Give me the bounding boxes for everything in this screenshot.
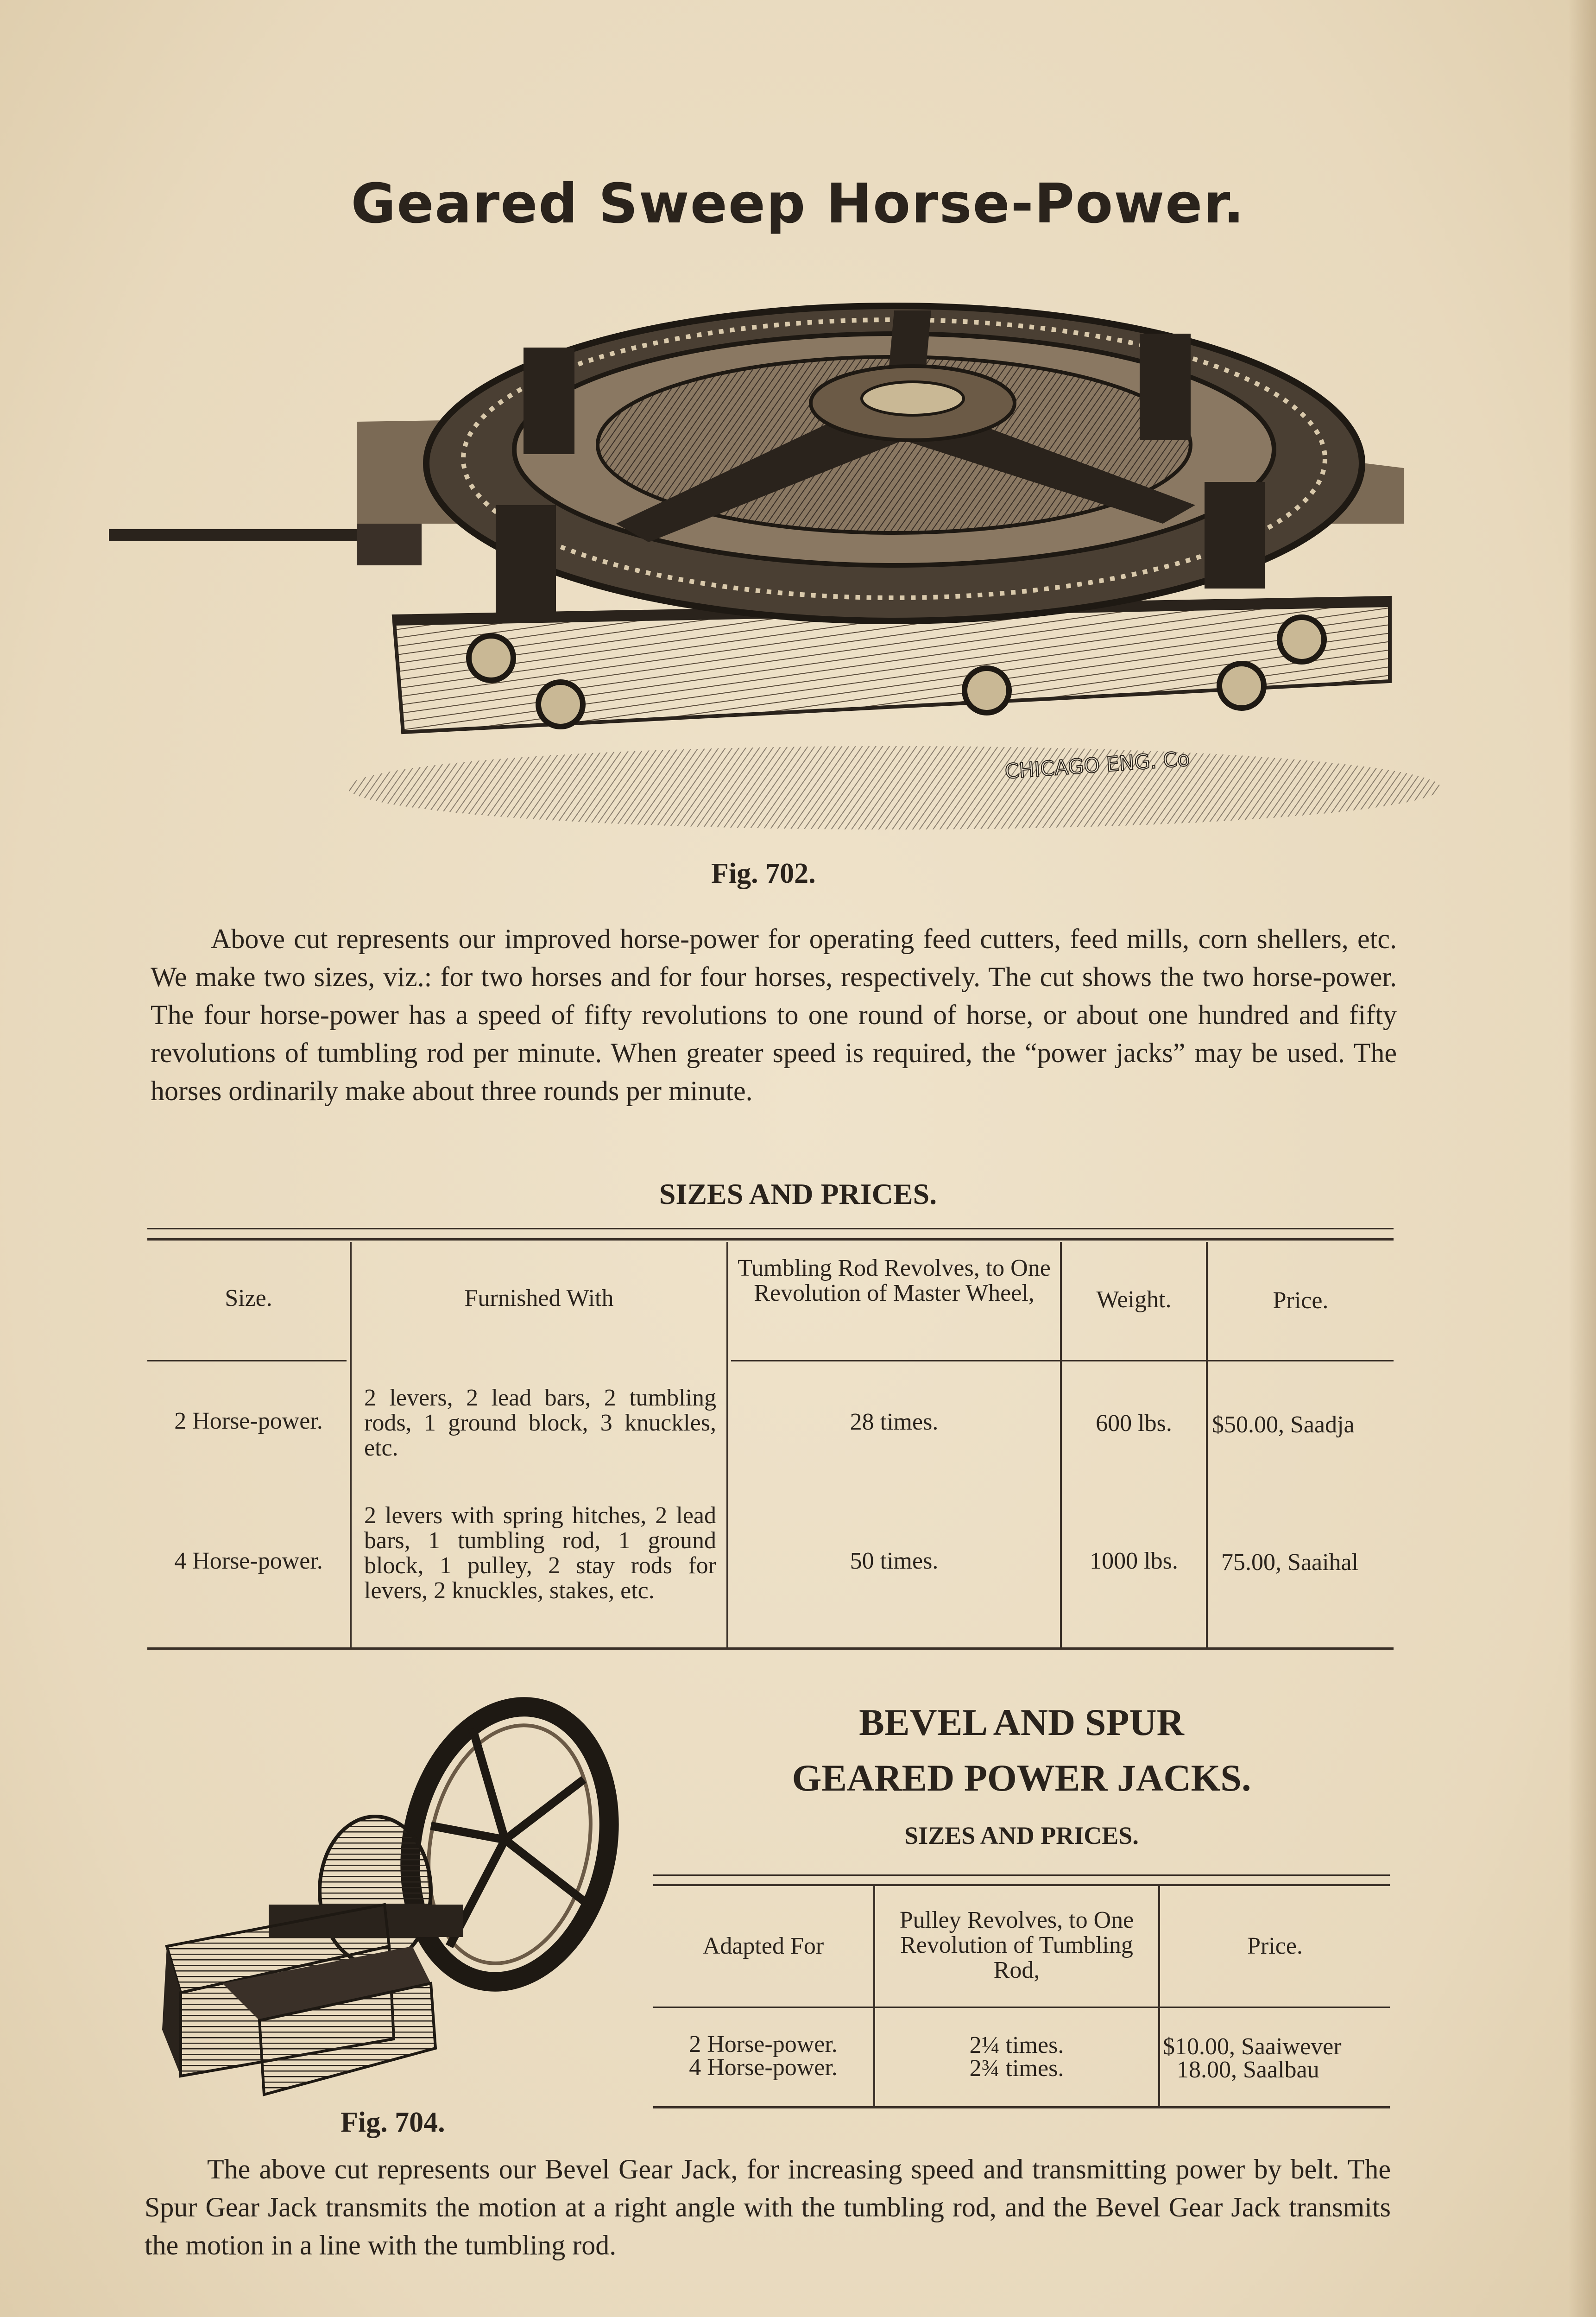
table1-heading: SIZES AND PRICES.: [659, 1177, 937, 1210]
row2-weight: 1000 lbs.: [1090, 1548, 1178, 1574]
table1-header-rule-right: [731, 1360, 1394, 1361]
jack-row1-price: $10.00, Saaiwever: [1163, 2033, 1342, 2060]
row1-weight: 600 lbs.: [1096, 1410, 1172, 1437]
row2-price: 75.00, Saaihal: [1221, 1549, 1359, 1576]
row1-furnished: 2 levers, 2 lead bars, 2 tumbling rods, 1 ground block, 3 knuckles, etc.: [364, 1385, 716, 1461]
header-weight: Weight.: [1096, 1286, 1172, 1313]
horse-power-illustration: [107, 264, 1450, 843]
engraver-mark: CHICAGO ENG. Co: [1004, 747, 1191, 784]
table1-header-rule: [147, 1360, 347, 1361]
figure-704-caption: Fig. 704.: [341, 2107, 445, 2138]
table2-col-sep-2: [1158, 1886, 1160, 2106]
table1-top-rule-2: [147, 1238, 1394, 1241]
table2-top-rule-2: [653, 1884, 1390, 1886]
row2-revolves: 50 times.: [850, 1548, 939, 1574]
header-pulley-revolves: Pulley Revolves, to One Revolution of Tumbling Rod,: [899, 1907, 1134, 1983]
closing-paragraph: The above cut represents our Bevel Gear Jack, for increasing speed and transmitting power by belt. The Spur Gear Jack transmits the motion at a right angle with the tumbling rod, and the Bevel Gear Jack transmits the motion in a line with the tumbling rod.: [145, 2154, 1391, 2260]
row2-furnished: 2 levers with spring hitches, 2 lead bars, 1 tumbling rod, 1 ground block, 1 pulley, 2 stay rods for levers, 2 knuckles, stakes, etc.: [364, 1502, 716, 1604]
row2-size: 4 Horse-power.: [174, 1548, 323, 1574]
jack-row1-adapted: 2 Horse-power.: [689, 2031, 838, 2057]
jack-row2-adapted: 4 Horse-power.: [689, 2054, 838, 2081]
table2-header-rule: [653, 2007, 1390, 2008]
table2-top-rule: [653, 1874, 1390, 1876]
row1-price: $50.00, Saadja: [1212, 1412, 1355, 1438]
table1-top-rule: [147, 1228, 1394, 1229]
jack-row1-revolves: 2¼ times.: [969, 2032, 1064, 2058]
row1-revolves: 28 times.: [850, 1409, 939, 1435]
header-price-2: Price.: [1247, 1933, 1303, 1959]
sizes-prices-table: [147, 1228, 1394, 1664]
header-adapted-for: Adapted For: [702, 1933, 824, 1959]
section2-subheading: SIZES AND PRICES.: [904, 1822, 1139, 1849]
table1-bottom-rule: [147, 1647, 1394, 1650]
intro-paragraph: Above cut represents our improved horse-power for operating feed cutters, feed mills, corn shellers, etc. We make two sizes, viz.: for two horses and for four horses, respectively. The cut shows the two horse-power. The four horse-power has a speed of fifty revolutions to one round of horse, or about one hundred and fifty revolutions of tumbling rod per minute. When greater speed is required, the “power jacks” may be used. The horses ordinarily make about three rounds per minute.: [151, 924, 1397, 1106]
header-tumbling-rod: Tumbling Rod Revolves, to One Revolution of Master Wheel,: [738, 1255, 1051, 1306]
page-title: Geared Sweep Horse-Power.: [351, 171, 1245, 235]
power-jack-illustration: [153, 1687, 658, 2104]
section2-heading-line1: BEVEL AND SPUR: [859, 1701, 1184, 1743]
row1-size: 2 Horse-power.: [174, 1408, 323, 1434]
jack-row2-revolves: 2¾ times.: [969, 2055, 1064, 2082]
table2-bottom-rule: [653, 2106, 1390, 2108]
jack-row2-price: 18.00, Saalbau: [1177, 2057, 1319, 2083]
header-furnished-with: Furnished With: [464, 1285, 614, 1311]
figure-702-caption: Fig. 702.: [711, 858, 816, 889]
header-size: Size.: [225, 1285, 272, 1311]
header-price: Price.: [1273, 1287, 1329, 1314]
page-edge-shadow: [1568, 0, 1596, 2317]
section2-heading-line2: GEARED POWER JACKS.: [792, 1757, 1251, 1799]
power-jacks-table: [653, 1874, 1390, 2115]
